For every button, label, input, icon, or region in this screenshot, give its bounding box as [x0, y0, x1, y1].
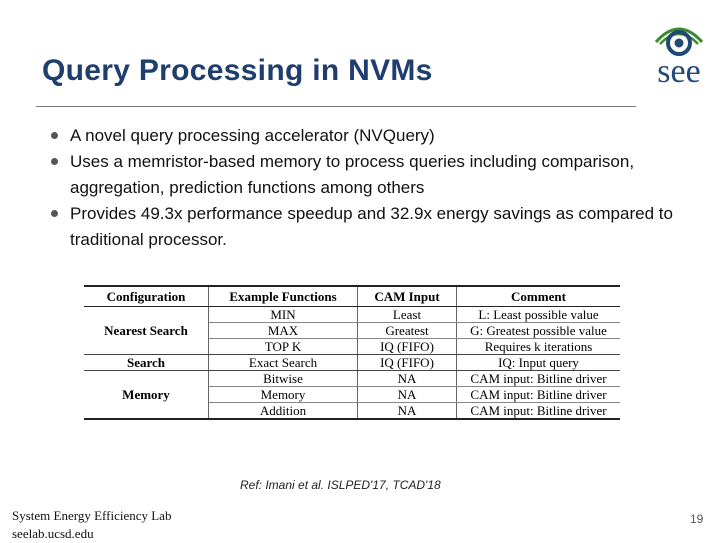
table-cell: G: Greatest possible value [457, 323, 621, 339]
table-row [84, 307, 620, 323]
bullet-text: Uses a memristor-based memory to process queries including comparison, aggregation, prediction functions among others [70, 152, 635, 197]
table-cell: MIN [209, 307, 358, 323]
column-header: CAM Input [358, 286, 457, 307]
title-divider [36, 106, 636, 107]
bullet-item [48, 149, 688, 201]
table-cell: NA [358, 387, 457, 403]
bullet-item [48, 201, 688, 253]
see-logo [648, 22, 710, 94]
table-row [84, 355, 620, 371]
table-cell: Bitwise [209, 371, 358, 387]
configuration-table-figure [84, 285, 620, 431]
table-cell: L: Least possible value [457, 307, 621, 323]
table-cell: IQ (FIFO) [358, 339, 457, 355]
table-cell: Exact Search [209, 355, 358, 371]
table-cell: Memory [209, 387, 358, 403]
table-cell: CAM input: Bitline driver [457, 387, 621, 403]
logo-text: see [657, 53, 701, 90]
table-cell: CAM input: Bitline driver [457, 403, 621, 420]
table-cell: NA [358, 403, 457, 420]
table-cell: Requires k iterations [457, 339, 621, 355]
table-cell: CAM input: Bitline driver [457, 371, 621, 387]
table-row [84, 371, 620, 387]
bullet-dot-icon [51, 158, 58, 165]
configuration-cell: Nearest Search [84, 307, 209, 355]
bullet-dot-icon [51, 132, 58, 139]
column-header: Comment [457, 286, 621, 307]
table-cell: Least [358, 307, 457, 323]
table-header-row [84, 286, 620, 307]
column-header: Example Functions [209, 286, 358, 307]
table-cell: TOP K [209, 339, 358, 355]
table-cell: Greatest [358, 323, 457, 339]
slide-title: Query Processing in NVMs [42, 54, 433, 87]
column-header: Configuration [84, 286, 209, 307]
table-cell: NA [358, 371, 457, 387]
configuration-cell: Search [84, 355, 209, 371]
table-cell: IQ: Input query [457, 355, 621, 371]
configuration-cell: Memory [84, 371, 209, 420]
lab-name: System Energy Efficiency Lab [12, 508, 172, 523]
bullet-text: A novel query processing accelerator (NVQuery) [70, 126, 435, 145]
page-number: 19 [690, 512, 704, 526]
bullet-list [48, 123, 688, 253]
bullet-dot-icon [51, 210, 58, 217]
bullet-item [48, 123, 688, 149]
footer-lab-info [12, 507, 171, 543]
bullet-text: Provides 49.3x performance speedup and 32.9x energy savings as compared to traditional processor. [70, 204, 673, 249]
reference-citation: Ref: Imani et al. ISLPED'17, TCAD'18 [240, 478, 441, 492]
table-cell: MAX [209, 323, 358, 339]
configuration-table [84, 285, 620, 420]
table-cell: Addition [209, 403, 358, 420]
lab-url: seelab.ucsd.edu [12, 526, 94, 541]
table-cell: IQ (FIFO) [358, 355, 457, 371]
